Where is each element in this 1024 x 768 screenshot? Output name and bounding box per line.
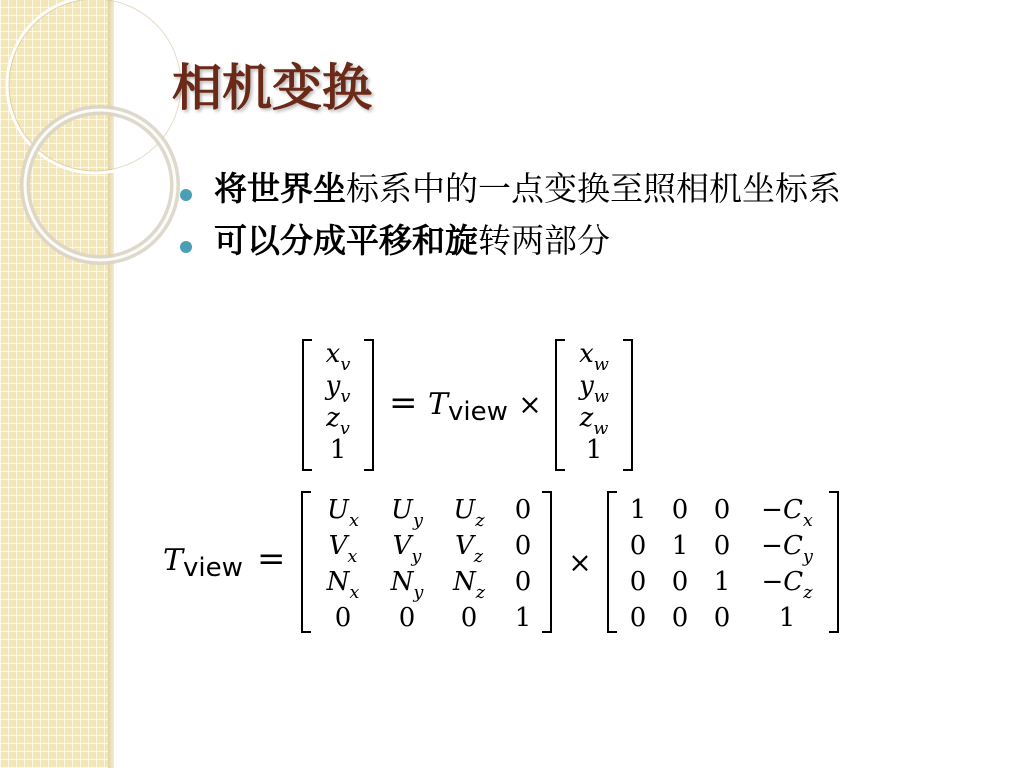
rotation-matrix-cell: $N_x$ <box>326 567 360 603</box>
rotation-matrix-cell: 0 <box>514 567 532 597</box>
eq2-t-symbol: T <box>163 543 184 578</box>
bullet-bold-text: 将世界坐 <box>214 169 346 208</box>
eq1-rhs-entry: $z_w$ <box>579 403 609 439</box>
slide-title: 相机变换 <box>172 58 372 117</box>
eq1-rhs-entry: $y_w$ <box>579 371 609 407</box>
eq2-rot-right-bracket <box>542 492 551 632</box>
translation-matrix-cell: 0 <box>713 603 731 633</box>
eq2-t-subscript: view <box>183 553 243 583</box>
eq2-equals: = <box>257 539 286 579</box>
translation-matrix-cell: 1 <box>778 603 796 633</box>
translation-matrix-cell: $-C_y$ <box>761 531 813 567</box>
eq2-trans-right-bracket <box>829 492 838 632</box>
rotation-matrix-cell: 0 <box>514 495 532 525</box>
rotation-matrix-cell: $V_x$ <box>328 531 358 567</box>
eq1-rhs-entry: $x_w$ <box>579 339 609 375</box>
eq1-rhs-left-bracket <box>556 340 565 470</box>
translation-matrix-cell: 1 <box>713 567 731 597</box>
translation-matrix-cell: $-C_x$ <box>761 495 813 531</box>
translation-matrix-cell: 0 <box>629 567 647 597</box>
translation-matrix-cell: 0 <box>671 603 689 633</box>
eq1-times: × <box>518 388 542 421</box>
bullet-bold-text: 可以分成平移和旋 <box>214 220 478 260</box>
rotation-matrix-cell: 0 <box>398 603 416 633</box>
rotation-matrix-cell: 0 <box>460 603 478 633</box>
eq1-lhs-left-bracket <box>303 340 312 470</box>
eq2-t-view <box>163 543 243 583</box>
bullet-text: 标系中的一点变换至照相机坐标系 <box>346 169 841 208</box>
translation-matrix-cell: $-C_z$ <box>761 567 813 603</box>
eq2-times: × <box>568 546 592 579</box>
eq1-t-view <box>428 387 508 427</box>
rotation-matrix-cell: $U_y$ <box>391 495 423 531</box>
rotation-matrix-cell: $N_y$ <box>390 567 424 603</box>
rotation-matrix-cell: $U_z$ <box>453 495 485 531</box>
rotation-matrix-cell: $U_x$ <box>327 495 359 531</box>
eq1-lhs-entry: 1 <box>329 435 347 465</box>
rotation-matrix-cell: 0 <box>334 603 352 633</box>
rotation-matrix-cell: 0 <box>514 531 532 561</box>
eq1-lhs-right-bracket <box>364 340 373 470</box>
eq1-lhs-entry: $y_v$ <box>325 371 351 407</box>
translation-matrix-cell: 1 <box>671 531 689 561</box>
eq1-rhs-entry: 1 <box>585 435 603 465</box>
translation-matrix-cell: 0 <box>713 495 731 525</box>
eq1-equals: = <box>389 383 418 423</box>
translation-matrix-cell: 0 <box>671 495 689 525</box>
bullet-text: 转两部分 <box>478 220 610 260</box>
rotation-matrix-cell: $N_z$ <box>452 567 486 603</box>
translation-matrix-cell: 0 <box>629 603 647 633</box>
eq1-rhs-right-bracket <box>623 340 632 470</box>
eq2-rot-left-bracket <box>302 492 311 632</box>
eq1-t-symbol: T <box>428 387 449 422</box>
eq1-lhs-entry: $x_v$ <box>325 339 351 375</box>
eq1-lhs-entry: $z_v$ <box>326 403 350 439</box>
rotation-matrix-cell: 1 <box>514 603 532 633</box>
translation-matrix-cell: 0 <box>713 531 731 561</box>
translation-matrix-cell: 0 <box>671 567 689 597</box>
rotation-matrix-cell: $V_z$ <box>454 531 484 567</box>
translation-matrix-cell: 1 <box>629 495 647 525</box>
eq1-t-subscript: view <box>448 397 508 427</box>
rotation-matrix-cell: $V_y$ <box>392 531 422 567</box>
translation-matrix-cell: 0 <box>629 531 647 561</box>
eq2-trans-left-bracket <box>608 492 617 632</box>
